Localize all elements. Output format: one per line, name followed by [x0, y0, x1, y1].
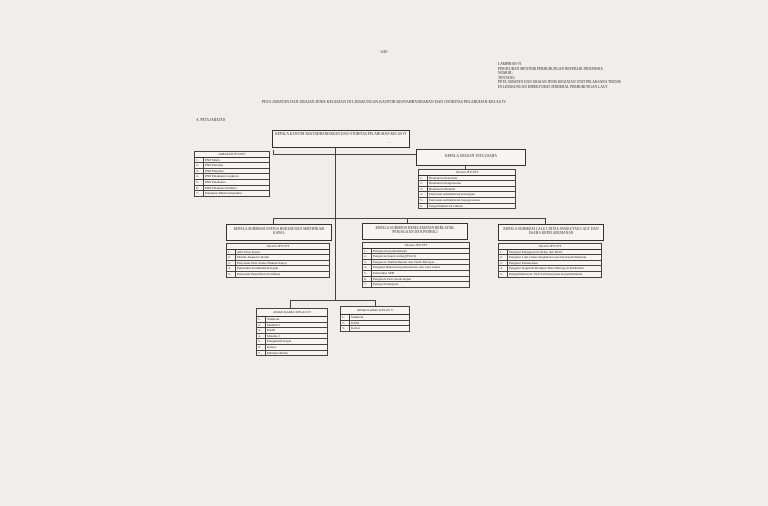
connector-line: [290, 300, 291, 308]
header-line: PETA JABATAN DAN URAIAN JENIS KEGIATAN UNIT PELAKSANA TEKNIS: [498, 80, 621, 85]
table-row: 6. Pengelola Data Awak Kapal: [363, 276, 470, 282]
table-row: 4. Masinis I: [257, 333, 328, 339]
table-header: AWAK KAPAL KELAS V: [341, 307, 410, 315]
table-row: 3. Kelasi: [341, 326, 410, 332]
table-row: 2. Bendahara Pengeluaran: [419, 181, 516, 187]
table-row: 6. PNP Pelaksana Pemula: [195, 185, 270, 191]
table-row: 5. Penyusun Penerbitan Sertifikasi: [227, 271, 330, 277]
subsection-safety-title: KEPALA SUBSEKSI KESELAMATAN BERLAYAR, PENJAGAAN DAN PATROLI: [375, 226, 455, 235]
table-row: 4. Pemeriksa Kelaiklautan Kapal: [227, 266, 330, 272]
table-row: 4. PNP Pelaksana Lanjutan: [195, 174, 270, 180]
header-line: PERATURAN MENTERI PERHUBUNGAN REPUBLIK INDONESIA: [498, 66, 604, 71]
table-row: 7. Pelumas Mesin: [257, 350, 328, 356]
head-office-box: [272, 130, 410, 148]
crew-class-v-table: [340, 306, 410, 332]
connector-line: [273, 218, 545, 219]
table-row: 3. Penyusun Data Status Hukum Kapal: [227, 260, 330, 266]
table-row: 1. PNP Muda: [195, 157, 270, 163]
table-header: Jabatan JFU/JFT: [499, 244, 602, 250]
table-header: Jabatan JFU/JFT: [419, 170, 516, 176]
table-row: 5. Pengemudi Kapal: [257, 339, 328, 345]
table-row: 2. Pengatur Lalu Lintas Angkutan Laut dan Kepelabuhanan: [499, 255, 602, 261]
table-row: 2. Pengawas Kapal Asing (PSCO): [363, 254, 470, 260]
connector-line: [290, 300, 375, 301]
subsection-traffic-table: [498, 243, 602, 278]
table-row: 1. Pengatur Penggunaan DLKp dan DLKr: [499, 249, 602, 255]
table-row: 3. Bendahara Materiil: [419, 186, 516, 192]
table-row: 3. PNP Penyelia: [195, 168, 270, 174]
table-row: 6. Kelasi: [257, 344, 328, 350]
subsection-legal-table: [226, 243, 330, 278]
table-row: 4. Penyusun Administrasi Keuangan: [419, 192, 516, 198]
subsection-safety-box: [362, 223, 468, 240]
section-label: A. PETA JABATAN: [196, 118, 226, 122]
main-title: PETA JABATAN DAN URAIAN JENIS KEGIATAN DI LINGKUNGAN KANTOR KESYAHBANDARAN DAN OTORITAS PELABUHAN KELAS IV: [261, 100, 507, 104]
table-row: 5. PNP Pelaksana: [195, 179, 270, 185]
table-row: 2. PNP Pertama: [195, 163, 270, 169]
subsection-traffic-box: [498, 224, 604, 241]
table-row: 7. Inspektur Marine Inspektur: [195, 191, 270, 197]
table-row: 5. Penyusun Administrasi Kepegawaian: [419, 197, 516, 203]
table-row: 5. Pemeriksa SPB: [363, 270, 470, 276]
table-row: 7. Petugas Penjagaan: [363, 282, 470, 288]
subsection-legal-title: KEPALA SUBSEKSI STATUS HUKUM DAN SERTIFIKASI KAPAL: [233, 227, 325, 236]
header-line: TENTANG: [498, 75, 515, 80]
admin-head-box: [416, 149, 526, 166]
table-header: Jabatan JFU/JFT: [363, 243, 470, 249]
connector-line: [335, 146, 336, 300]
table-row: 4. Pengatur Bahan Kesyahbandaran dan Lalu Lintas: [363, 265, 470, 271]
table-row: 2. Mualim I: [257, 322, 328, 328]
table-row: 1. Petugas Kesyahbandaran: [363, 248, 470, 254]
table-row: 4. Pengatur Kegiatan Bongkar Muat Barang di Pelabuhan: [499, 266, 602, 272]
head-office-title: KEPALA KANTOR KESYAHBANDARAN DAN OTORITAS PELABUHAN KELAS IV: [275, 132, 407, 136]
table-row: 2. Marine Inspector Radio: [227, 255, 330, 261]
header-right-block: [498, 62, 621, 90]
header-line: NOMOR :: [498, 71, 514, 76]
connector-line: [273, 154, 416, 155]
crew-class-iv-table: [256, 308, 328, 356]
table-row: 1. Nakhoda: [257, 317, 328, 323]
table-row: 1. Bendahara Penerima: [419, 175, 516, 181]
table-header: Jabatan JFU/JFT: [227, 244, 330, 250]
table-row: 1. Ahli Ukur Kapal: [227, 249, 330, 255]
table-row: 3. KKM: [257, 328, 328, 334]
admin-position-table: [418, 169, 516, 209]
subsection-legal-box: [226, 224, 332, 241]
header-line: DI LINGKUNGAN DIREKTORAT JENDERAL PERHUBUNGAN LAUT: [498, 84, 608, 89]
table-row: 2. KKM: [341, 320, 410, 326]
head-office-suffix: ...: [388, 140, 391, 144]
table-header: AWAK KAPAL KELAS IV: [257, 309, 328, 317]
subsection-traffic-title: KEPALA SUBSEKSI LALU LINTAS ANGKUTAN LAUT DAN USAHA KEPELABUHANAN: [503, 227, 599, 236]
admin-head-title: KEPALA URUSAN TATA USAHA: [445, 154, 497, 158]
table-row: 5. Pengadministrasi Tarif dan Pelayanan Kepelabuhanan: [499, 271, 602, 277]
table-row: 1. Nakhoda: [341, 315, 410, 321]
functional-position-table: [194, 151, 270, 197]
page-number: - 640 -: [379, 50, 389, 54]
header-line: LAMPIRAN VI: [498, 62, 522, 66]
subsection-safety-table: [362, 242, 470, 288]
table-row: 3. Pengatur Pemanduan: [499, 260, 602, 266]
table-row: 3. Pengawas Teknik Bandar dan Tertib Berlayar: [363, 259, 470, 265]
table-row: 6. Pengadministrasi Umum: [419, 203, 516, 209]
table-header: JABATAN JFT/JFU: [195, 152, 270, 158]
